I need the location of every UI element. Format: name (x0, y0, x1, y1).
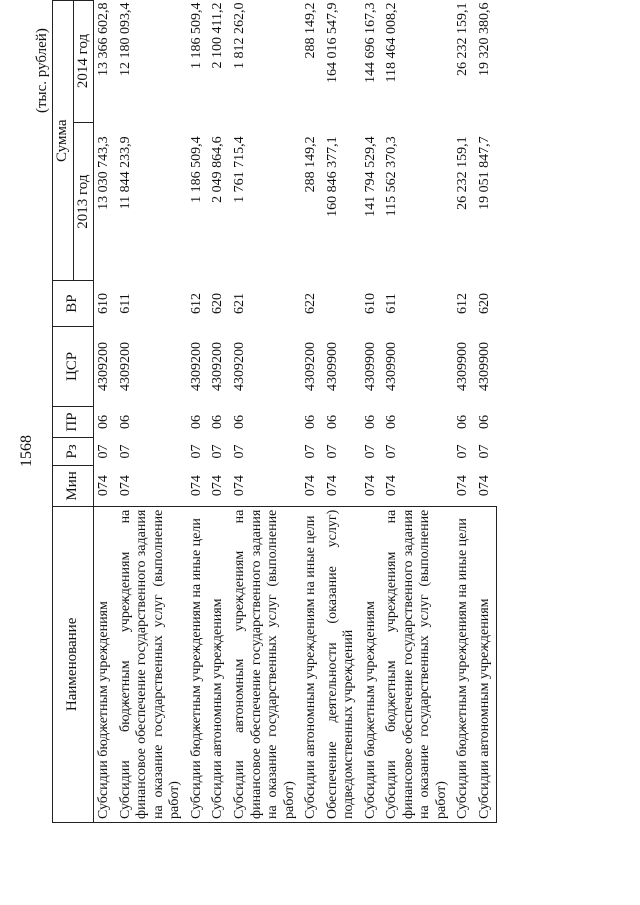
row-csr: 4309200 (231, 341, 247, 391)
row-pr: 06 (362, 415, 378, 430)
row-pr: 06 (210, 415, 226, 430)
row-sum-2014: 12 180 093,4 (117, 2, 133, 76)
row-sum-2013: 1 186 509,4 (188, 136, 204, 203)
row-rz: 07 (324, 444, 340, 459)
table-row (187, 1, 209, 823)
row-min: 074 (324, 475, 340, 497)
row-vr: 610 (96, 293, 112, 315)
row-name: Субсидии автономным учреждениям (208, 506, 230, 822)
row-pr: 06 (455, 415, 471, 430)
row-rz: 07 (303, 444, 319, 459)
row-csr: 4309900 (455, 341, 471, 391)
row-vr: 610 (362, 293, 378, 315)
row-vr: 622 (303, 293, 319, 315)
header-2014: 2014 год (73, 1, 94, 123)
row-sum-2014: 118 464 008,2 (384, 2, 400, 83)
row-rz: 07 (188, 444, 204, 459)
row-vr: 620 (210, 293, 226, 315)
row-rz: 07 (455, 444, 471, 459)
row-csr: 4309900 (362, 341, 378, 391)
row-csr: 4309900 (384, 341, 400, 391)
row-csr: 4309200 (117, 341, 133, 391)
row-name: Субсидии бюджетным учреждениям на иные цели (187, 506, 209, 822)
row-sum-2013: 26 232 159,1 (455, 136, 471, 210)
table-row (116, 1, 187, 823)
row-csr: 4309200 (188, 341, 204, 391)
row-pr: 06 (231, 415, 247, 430)
table-row (301, 1, 323, 823)
row-name: Субсидии бюджетным учреждениям на финансовое обеспечение государственного задания на оказание государственных услуг (выполнение работ) (382, 506, 453, 822)
units-label: (тыс. рублей) (34, 28, 50, 113)
row-sum-2014: 164 016 547,9 (324, 2, 340, 83)
table-row (230, 1, 301, 823)
table-row (323, 1, 361, 823)
row-name: Субсидии бюджетным учреждениям (361, 506, 383, 822)
budget-table (52, 0, 497, 823)
row-pr: 06 (303, 415, 319, 430)
table-row (453, 1, 475, 823)
row-vr: 621 (231, 293, 247, 315)
row-name: Субсидии автономным учреждениям на иные цели (301, 506, 323, 822)
row-sum-2014: 1 812 262,0 (231, 2, 247, 69)
row-csr: 4309200 (303, 341, 319, 391)
row-pr: 06 (96, 415, 112, 430)
row-pr: 06 (188, 415, 204, 430)
row-pr: 06 (384, 415, 400, 430)
row-name: Субсидии автономным учреждениям (475, 506, 497, 822)
row-csr: 4309200 (210, 341, 226, 391)
row-sum-2013: 141 794 529,4 (362, 136, 378, 217)
row-vr (323, 281, 361, 326)
row-sum-2013: 19 051 847,7 (476, 136, 492, 210)
row-sum-2014: 2 100 411,2 (210, 2, 226, 69)
header-csr: ЦСР (53, 326, 94, 407)
row-min: 074 (117, 475, 133, 497)
page-number: 1568 (18, 435, 35, 467)
row-sum-2014: 26 232 159,1 (455, 2, 471, 76)
row-min: 074 (96, 475, 112, 497)
row-vr: 611 (117, 293, 133, 314)
row-min: 074 (362, 475, 378, 497)
header-sum: Сумма (53, 1, 74, 281)
header-min: Мин (53, 466, 94, 507)
row-min: 074 (303, 475, 319, 497)
row-sum-2014: 288 149,2 (303, 2, 319, 59)
header-pr: ПР (53, 407, 94, 438)
row-sum-2013: 288 149,2 (303, 136, 319, 193)
row-pr: 06 (476, 415, 492, 430)
row-rz: 07 (96, 444, 112, 459)
row-min: 074 (384, 475, 400, 497)
header-vr: ВР (53, 281, 94, 326)
row-name: Субсидии бюджетным учреждениям на финансовое обеспечение государственного задания на оказание государственных услуг (выполнение работ) (116, 506, 187, 822)
row-sum-2013: 1 761 715,4 (231, 136, 247, 203)
row-name: Субсидии автономным учреждениям на финансовое обеспечение государственного задания на оказание государственных услуг (выполнение работ) (230, 506, 301, 822)
row-sum-2013: 160 846 377,1 (324, 136, 340, 217)
table-row (382, 1, 453, 823)
row-csr: 4309900 (476, 341, 492, 391)
row-rz: 07 (384, 444, 400, 459)
table-row (475, 1, 497, 823)
row-name: Субсидии бюджетным учреждениям на иные цели (453, 506, 475, 822)
header-2013: 2013 год (73, 122, 94, 281)
header-rz: Рз (53, 437, 94, 465)
table-row (361, 1, 383, 823)
row-min: 074 (210, 475, 226, 497)
row-rz: 07 (210, 444, 226, 459)
row-vr: 611 (384, 293, 400, 314)
table-body (94, 1, 497, 823)
row-name: Обеспечение деятельности (оказание услуг) подведомственных учреждений (323, 506, 361, 822)
row-sum-2014: 13 366 602,8 (96, 2, 112, 76)
row-min: 074 (476, 475, 492, 497)
row-sum-2013: 115 562 370,3 (384, 136, 400, 217)
row-sum-2014: 1 186 509,4 (188, 2, 204, 69)
row-min: 074 (231, 475, 247, 497)
header-name: Наименование (53, 506, 94, 822)
row-rz: 07 (476, 444, 492, 459)
row-sum-2013: 13 030 743,3 (96, 136, 112, 210)
table-row (94, 1, 116, 823)
row-min: 074 (455, 475, 471, 497)
row-sum-2014: 19 320 380,6 (476, 2, 492, 76)
row-sum-2013: 2 049 864,6 (210, 136, 226, 203)
row-min: 074 (188, 475, 204, 497)
row-vr: 612 (455, 293, 471, 315)
row-rz: 07 (117, 444, 133, 459)
table-row (208, 1, 230, 823)
row-sum-2013: 11 844 233,9 (117, 136, 133, 210)
row-rz: 07 (231, 444, 247, 459)
row-vr: 612 (188, 293, 204, 315)
row-sum-2014: 144 696 167,3 (362, 2, 378, 83)
row-pr: 06 (117, 415, 133, 430)
row-name: Субсидии бюджетным учреждениям (94, 506, 116, 822)
row-pr: 06 (324, 415, 340, 430)
row-csr: 4309200 (96, 341, 112, 391)
row-rz: 07 (362, 444, 378, 459)
row-csr: 4309900 (324, 341, 340, 391)
row-vr: 620 (476, 293, 492, 315)
